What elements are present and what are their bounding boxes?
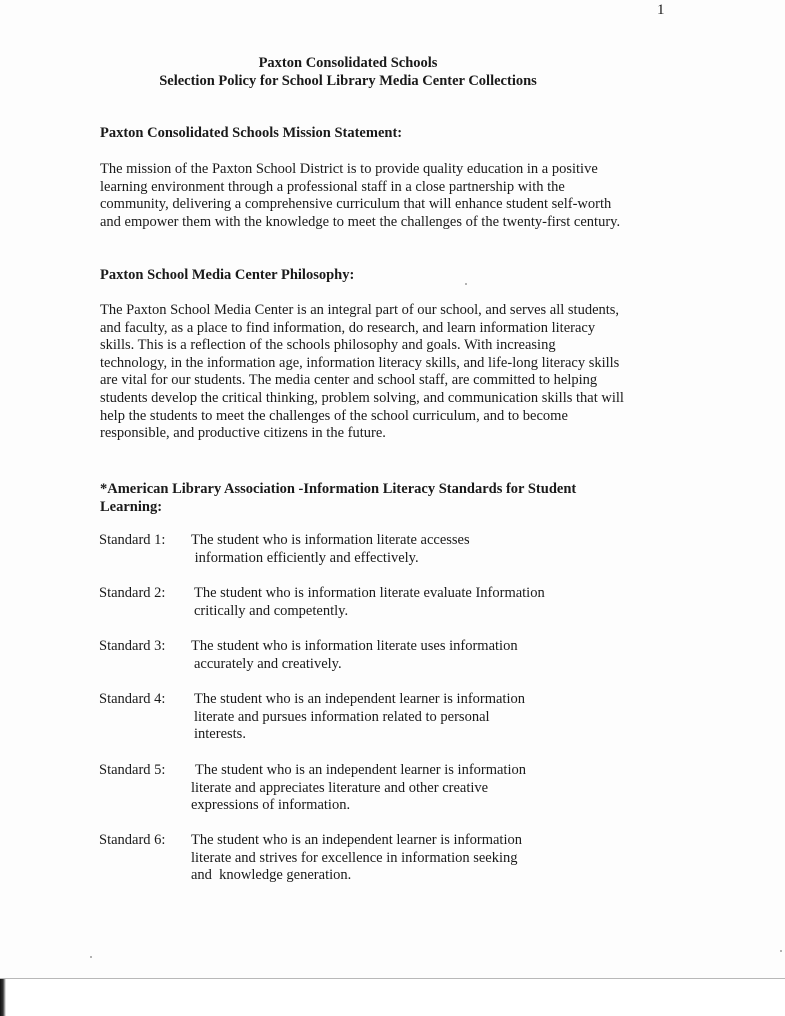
standard-text — [194, 585, 545, 620]
scan-speck — [90, 956, 92, 958]
standard-text — [191, 532, 470, 567]
mission-line: The mission of the Paxton School District is to provide quality education in a positive — [100, 161, 598, 177]
philosophy-line: and faculty, as a place to find information, do research, and learn information literacy — [100, 319, 596, 336]
page-number: 1 — [657, 2, 665, 18]
standard-line: The student who is information literate evaluate Information — [194, 585, 545, 601]
philosophy-line: skills. This is a reflection of the schools philosophy and goals. With increasing — [100, 337, 556, 354]
standard-line: The student who is information literate accesses — [191, 532, 470, 548]
standard-label: Standard 6: — [99, 832, 166, 848]
mission-line: community, delivering a comprehensive curriculum that will enhance student self-worth — [100, 196, 612, 213]
standard-text — [194, 691, 525, 744]
standards-heading — [100, 480, 576, 516]
mission-heading: Paxton Consolidated Schools Mission Statement: — [100, 125, 403, 141]
standard-line: The student who is information literate uses information — [191, 638, 518, 654]
standard-text — [191, 762, 526, 815]
document-title — [0, 54, 696, 90]
philosophy-line: responsible, and productive citizens in the future. — [100, 425, 386, 442]
scan-speck — [780, 950, 782, 952]
philosophy-heading: Paxton School Media Center Philosophy: — [100, 267, 355, 283]
mission-paragraph — [100, 161, 680, 231]
standard-label: Standard 3: — [99, 638, 166, 654]
title-line-1: Paxton Consolidated Schools — [258, 55, 438, 71]
standard-line: information efficiently and effectively. — [191, 549, 419, 566]
standard-text — [191, 832, 522, 885]
standard-line: The student who is an independent learner is information — [194, 691, 525, 707]
philosophy-paragraph — [100, 302, 680, 443]
philosophy-line: The Paxton School Media Center is an integral part of our school, and serves all students, — [100, 302, 620, 318]
mission-line: and empower them with the knowledge to meet the challenges of the twenty-first century. — [100, 213, 621, 230]
standard-line: literate and pursues information related to personal — [194, 708, 490, 725]
title-line-2: Selection Policy for School Library Media Center Collections — [159, 73, 537, 89]
standard-line: and knowledge generation. — [191, 867, 352, 884]
standards-heading-line-2: Learning: — [100, 499, 163, 515]
standard-line: literate and appreciates literature and other creative — [191, 779, 489, 796]
philosophy-line: students develop the critical thinking, problem solving, and communication skills that will — [100, 389, 624, 406]
standard-label: Standard 1: — [99, 532, 166, 548]
standard-line: expressions of information. — [191, 797, 351, 814]
standard-line: accurately and creatively. — [194, 655, 342, 672]
philosophy-line: technology, in the information age, information literacy skills, and life-long literacy skills — [100, 354, 620, 371]
standard-line: The student who is an independent learner is information — [195, 762, 526, 778]
scan-speck — [465, 283, 467, 285]
standard-line: The student who is an independent learner is information — [191, 832, 522, 848]
standard-label: Standard 4: — [99, 691, 166, 707]
standard-line: critically and competently. — [194, 602, 349, 619]
mission-line: learning environment through a professional staff in a close partnership with the — [100, 178, 565, 195]
standard-line: interests. — [194, 726, 246, 743]
standard-label: Standard 2: — [99, 585, 166, 601]
standard-text — [191, 638, 518, 673]
philosophy-line: are vital for our students. The media center and school staff, are committed to helping — [100, 372, 598, 389]
standards-heading-line-1: *American Library Association -Information Literacy Standards for Student — [100, 481, 577, 497]
philosophy-line: help the students to meet the challenges of the school curriculum, and to become — [100, 407, 568, 424]
scanner-background — [0, 979, 785, 1016]
scan-edge-shadow — [0, 979, 6, 1016]
standard-line: literate and strives for excellence in information seeking — [191, 849, 518, 866]
standard-label: Standard 5: — [99, 762, 166, 778]
